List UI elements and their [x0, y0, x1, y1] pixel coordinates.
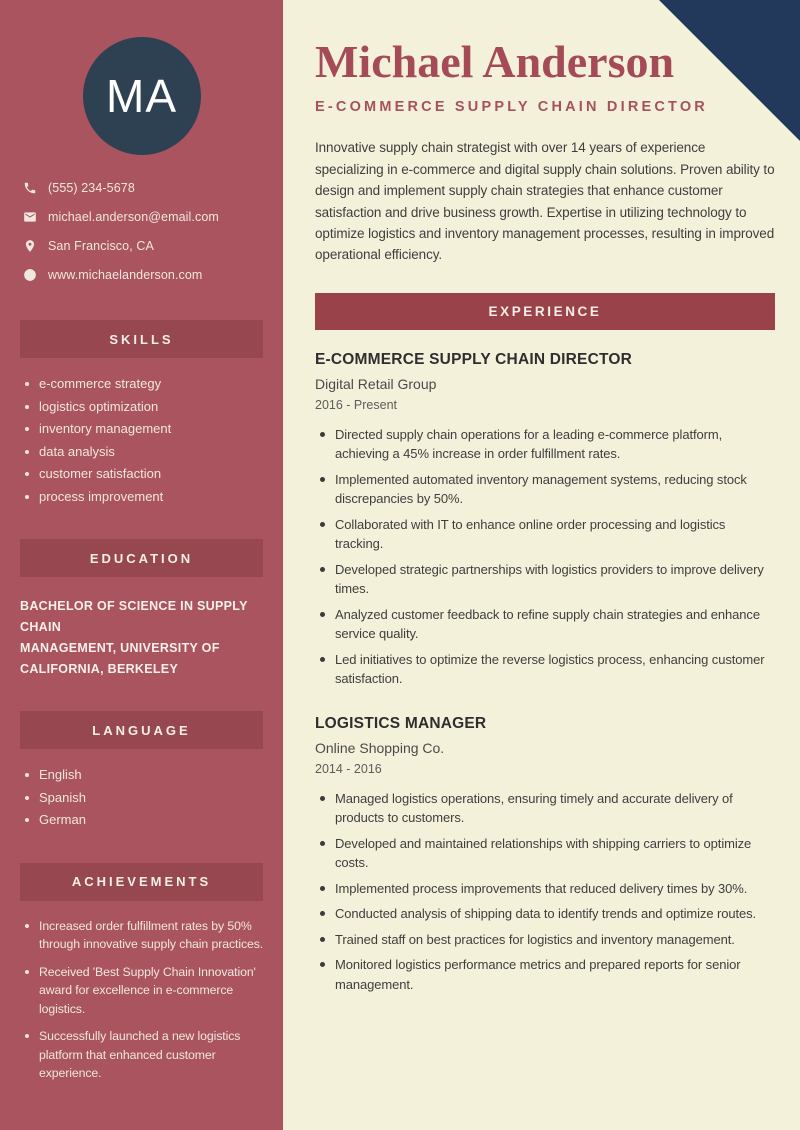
sidebar [0, 0, 283, 1130]
language-label: German [39, 812, 86, 827]
contact-email [22, 202, 283, 231]
skill-label: process improvement [39, 488, 164, 504]
bullet-dot [320, 522, 325, 527]
language-label: English [39, 767, 82, 782]
bullet-dot [320, 612, 325, 617]
skills-list [25, 373, 283, 508]
job-bullet-text: Analyzed customer feedback to refine supply chain strategies and enhance service quality. [335, 606, 760, 642]
job-bullet [320, 789, 775, 828]
skills-heading-label: SKILLS [109, 331, 174, 347]
skill-item [25, 463, 283, 486]
achievement-item [25, 963, 265, 1019]
achievement-item [25, 1027, 265, 1083]
bullet-dot [320, 657, 325, 662]
globe-icon [22, 267, 37, 282]
education-degree-line: CALIFORNIA, BERKELEY [20, 662, 179, 676]
job-bullet-text: Managed logistics operations, ensuring timely and accurate delivery of products to customers. [335, 790, 733, 826]
job-bullet [320, 605, 775, 644]
skill-label: data analysis [39, 443, 115, 459]
job-bullet-text: Developed strategic partnerships with logistics providers to improve delivery times. [335, 561, 764, 597]
job-bullet-text: Implemented automated inventory management systems, reducing stock discrepancies by 50%. [335, 471, 747, 507]
website-url: www.michaelanderson.com [48, 267, 203, 282]
job-dates: 2014 - 2016 [315, 761, 382, 776]
skill-label: inventory management [39, 421, 172, 436]
job-entry [315, 715, 775, 995]
education-degree-line: MANAGEMENT, UNIVERSITY OF [20, 641, 220, 655]
job-bullet [320, 930, 775, 950]
bullet-dot [320, 567, 325, 572]
experience-heading [315, 293, 775, 330]
education-heading [20, 539, 263, 577]
skill-item [25, 441, 283, 464]
bullet-dot [320, 886, 325, 891]
location-text: San Francisco, CA [48, 238, 154, 253]
job-bullet-list [315, 789, 775, 995]
profile-summary: Innovative supply chain strategist with over 14 years of experience specializing in e-commerce and digital supply chain solutions. Proven ability to design and implement supply chain strategies that enhance customer satisfaction and drive business growth. Expertise in utilizing technology to optimize logistics and inventory management processes, resulting in improved operational efficiency. [315, 140, 775, 263]
email-address: michael.anderson@email.com [48, 209, 219, 224]
contact-phone [22, 173, 283, 202]
education-heading-label: EDUCATION [89, 550, 194, 566]
job-bullet-list [315, 425, 775, 689]
bullet-dot [25, 472, 29, 476]
job-bullet [320, 515, 775, 554]
job-company: Digital Retail Group [315, 375, 437, 392]
bullet-dot [25, 1034, 29, 1038]
phone-icon [22, 180, 37, 195]
bullet-dot [25, 924, 29, 928]
location-icon [22, 238, 37, 253]
experience-heading-label: EXPERIENCE [488, 303, 602, 319]
achievement-item [25, 917, 265, 954]
contact-location [22, 231, 283, 260]
job-bullet-text: Trained staff on best practices for logistics and inventory management. [335, 931, 735, 947]
bullet-dot [320, 962, 325, 967]
job-bullet [320, 955, 775, 994]
job-bullet-text: Developed and maintained relationships with shipping carriers to optimize costs. [335, 835, 752, 871]
bullet-dot [25, 796, 29, 800]
avatar [83, 37, 201, 155]
job-bullet-text: Implemented process improvements that reduced delivery times by 30%. [335, 880, 748, 896]
skills-heading [20, 320, 263, 358]
language-heading [20, 711, 263, 749]
language-label: Spanish [39, 789, 86, 805]
job-bullet [320, 879, 775, 899]
job-bullet-text: Monitored logistics performance metrics and prepared reports for senior management. [335, 957, 741, 992]
job-bullet-text: Conducted analysis of shipping data to identify trends and optimize routes. [335, 906, 757, 922]
skill-label: customer satisfaction [39, 466, 162, 481]
education-degree-line: BACHELOR OF SCIENCE IN SUPPLY CHAIN [20, 599, 248, 634]
language-item [25, 809, 283, 832]
job-role: LOGISTICS MANAGER [315, 714, 487, 732]
bullet-dot [25, 382, 29, 386]
achievements-heading-label: ACHIEVEMENTS [71, 874, 212, 889]
achievements-heading [20, 863, 263, 901]
phone-number: (555) 234-5678 [48, 180, 135, 195]
bullet-dot [320, 841, 325, 846]
skill-item [25, 418, 283, 441]
bullet-dot [320, 432, 325, 437]
email-icon [22, 209, 37, 224]
bullet-dot [25, 495, 29, 499]
bullet-dot [25, 405, 29, 409]
language-item [25, 764, 283, 787]
job-dates: 2016 - Present [315, 397, 397, 412]
job-bullet-text: Directed supply chain operations for a leading e-commerce platform, achieving a 45% increase in order fulfillment rates. [335, 426, 723, 462]
skill-item [25, 486, 283, 509]
job-bullet-text: Led initiatives to optimize the reverse logistics process, enhancing customer satisfaction. [335, 651, 765, 687]
job-entry [315, 351, 775, 689]
skill-label: e-commerce strategy [39, 376, 162, 391]
bullet-dot [320, 911, 325, 916]
language-list [25, 764, 283, 832]
skill-item [25, 396, 283, 419]
job-bullet [320, 470, 775, 509]
contact-website [22, 260, 283, 289]
contact-section [22, 173, 283, 289]
experience-entries [315, 351, 775, 995]
achievements-list [25, 917, 265, 1083]
achievement-text: Increased order fulfillment rates by 50% through innovative supply chain practices. [39, 918, 264, 951]
skill-label: logistics optimization [39, 398, 159, 414]
bullet-dot [320, 937, 325, 942]
job-company: Online Shopping Co. [315, 739, 445, 756]
language-item [25, 787, 283, 810]
bullet-dot [320, 796, 325, 801]
bullet-dot [25, 818, 29, 822]
job-role: E-COMMERCE SUPPLY CHAIN DIRECTOR [315, 350, 633, 368]
job-bullet [320, 425, 775, 464]
person-job-title: E-COMMERCE SUPPLY CHAIN DIRECTOR [315, 99, 708, 116]
job-bullet [320, 834, 775, 873]
job-bullet [320, 560, 775, 599]
language-heading-label: LANGUAGE [92, 722, 191, 738]
person-name: Michael Anderson [315, 36, 675, 87]
avatar-initials: MA [106, 70, 177, 122]
achievement-text: Received 'Best Supply Chain Innovation' award for excellence in e-commerce logistics. [39, 964, 256, 1016]
skill-item [25, 373, 283, 396]
job-bullet [320, 650, 775, 689]
job-bullet-text: Collaborated with IT to enhance online order processing and logistics tracking. [335, 516, 726, 552]
bullet-dot [25, 773, 29, 777]
job-bullet [320, 904, 775, 924]
bullet-dot [25, 970, 29, 974]
achievement-text: Successfully launched a new logistics platform that enhanced customer experience. [39, 1029, 241, 1080]
bullet-dot [320, 477, 325, 482]
education-degree [20, 596, 263, 680]
bullet-dot [25, 427, 29, 431]
main-content [283, 0, 800, 1130]
bullet-dot [25, 450, 29, 454]
